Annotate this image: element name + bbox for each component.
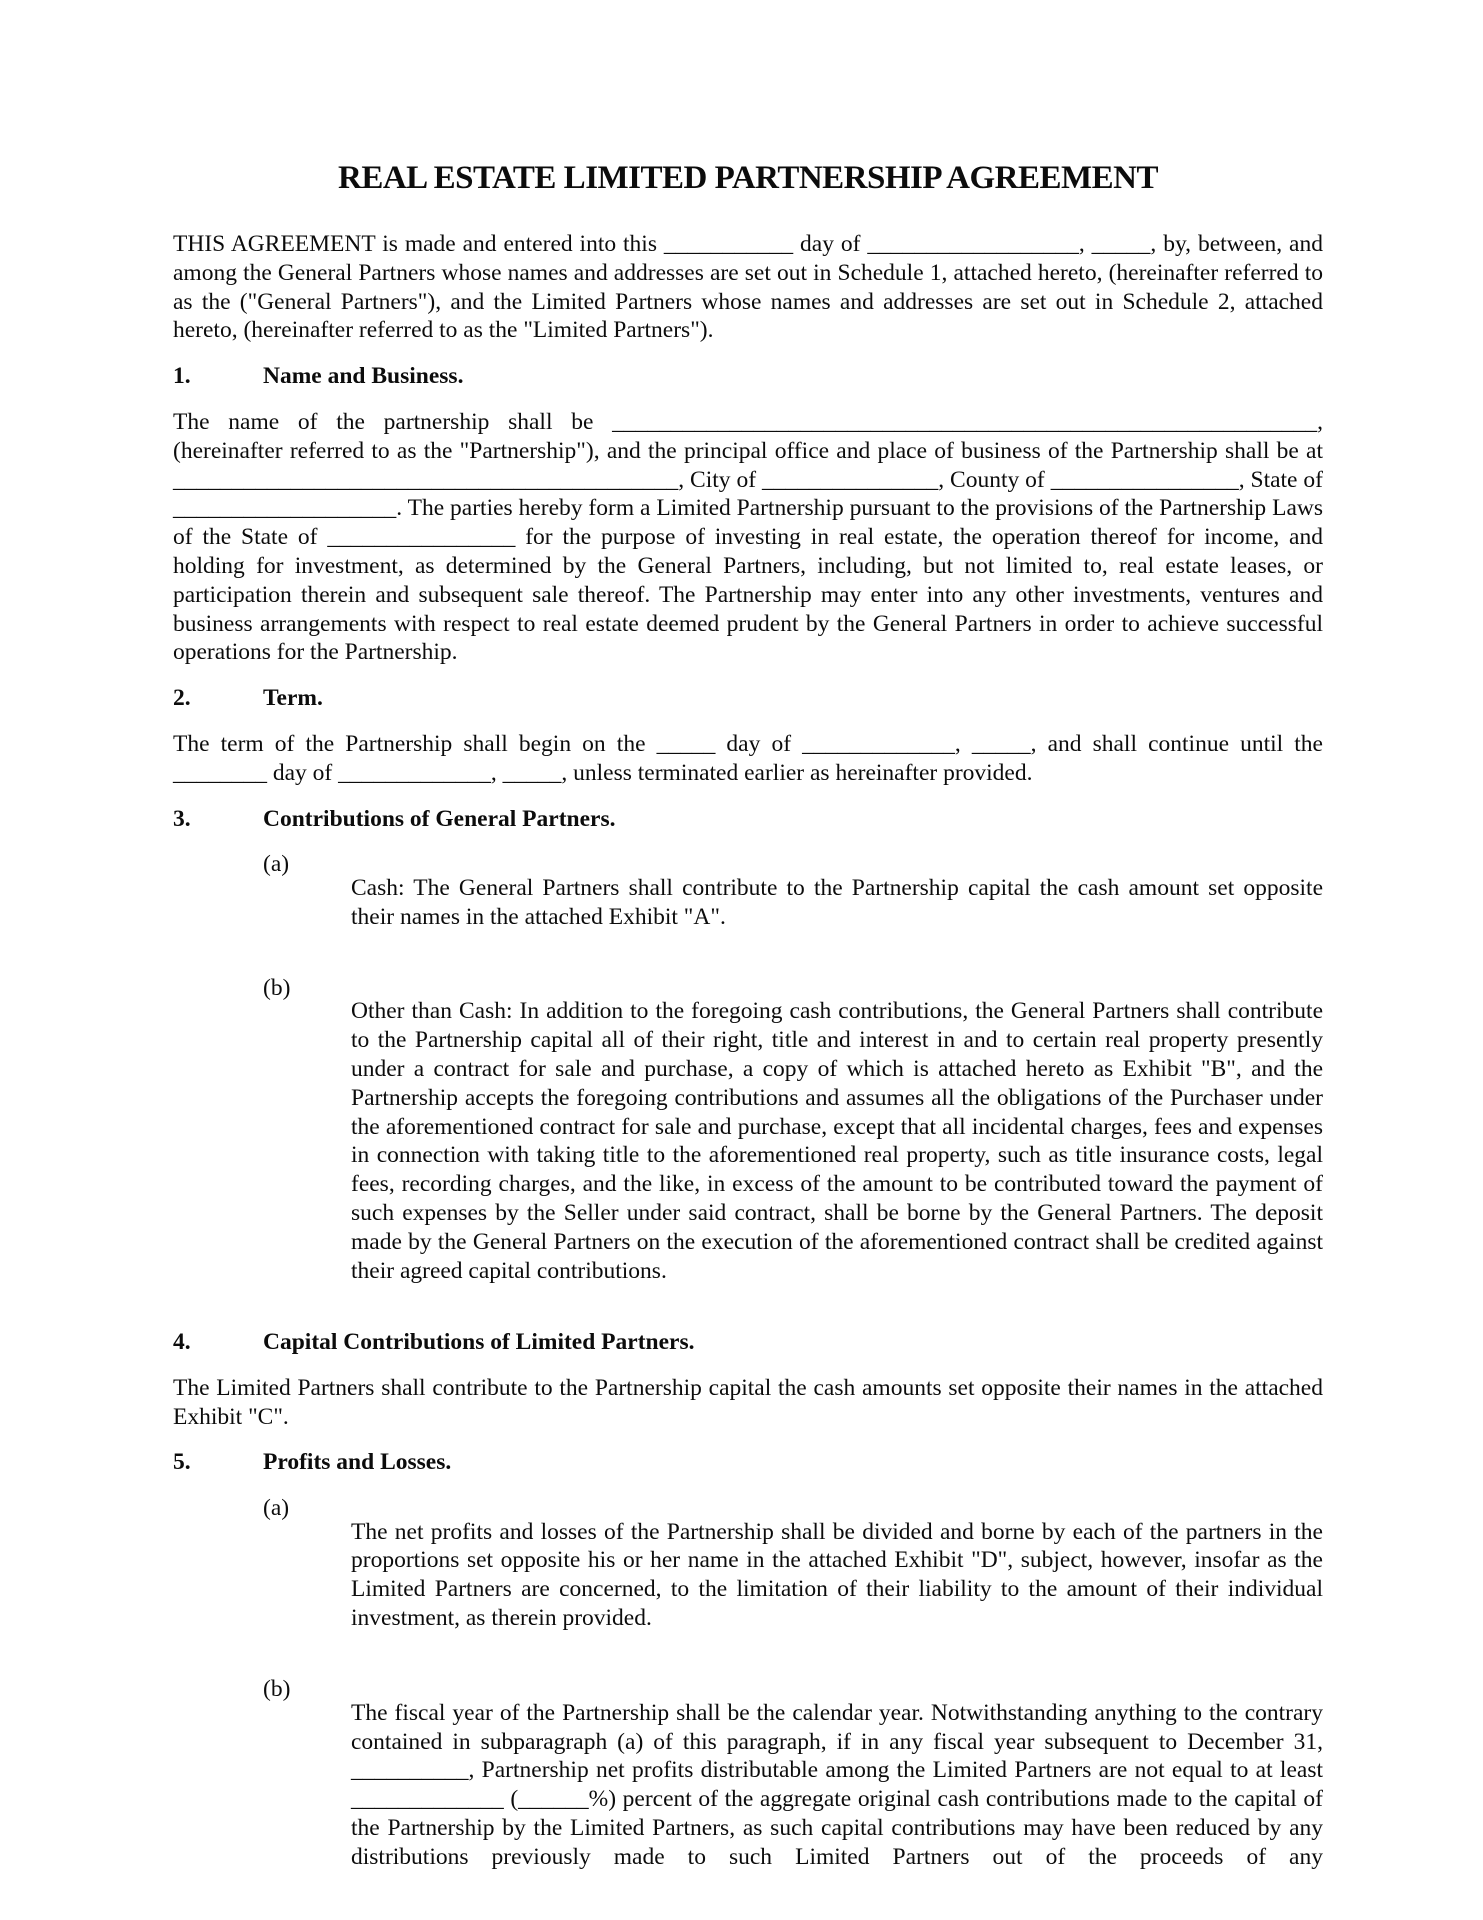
indent-spacer <box>173 1494 263 1656</box>
section-4-paragraph: The Limited Partners shall contribute to the Partnership capital the cash amounts set opposite their names in the attached Exhibit "C". <box>173 1374 1323 1430</box>
item-label: (b) <box>263 1676 291 1703</box>
section-1-paragraph: The name of the partnership shall be ____________________________________________________________, (hereinafter referred to as the "Partnership"), and the principal office and place of business of the Partnership shall be at ___________________________________________, City of _______________, County of ________________, State of ___________________. The parties hereby form a Limited Partnership pursuant to the provisions of the Partnership Laws of the State of ________________ for the purpose of investing in real estate, the operation thereof for income, and holding for investment, as determined by the General Partners, including, but not limited to, real estate leases, or participation therein and subsequent sale thereof. The Partnership may enter into any other investments, ventures and business arrangements with respect to real estate deemed prudent by the General Partners in order to achieve successful operations for the Partnership. <box>173 408 1323 666</box>
item-text: Other than Cash: In addition to the foregoing cash contributions, the General Partners shall contribute to the Partnership capital all of their right, title and interest in and to certain real property presently under a contract for sale and purchase, a copy of which is attached hereto as Exhibit "B", and the Partnership accepts the foregoing contributions and assumes all the obligations of the Purchaser under the aforementioned contract for sale and purchase, except that all incidental charges, fees and expenses in connection with taking title to the aforementioned real property, such as title insurance costs, legal fees, recording charges, and the like, in excess of the amount to be contributed toward the payment of such expenses by the Seller under said contract, shall be borne by the General Partners. The deposit made by the General Partners on the execution of the aforementioned contract shall be credited against their agreed capital contributions. <box>351 998 1323 1284</box>
section-title: Profits and Losses. <box>263 1449 452 1476</box>
section-5 <box>173 1448 1323 1895</box>
section-title: Term. <box>263 685 323 712</box>
section-2 <box>173 684 1323 787</box>
section-number: 2. <box>173 685 191 712</box>
section-title: Capital Contributions of Limited Partners. <box>263 1328 695 1355</box>
section-5-item-a <box>173 1494 1323 1656</box>
section-3 <box>173 805 1323 1309</box>
section-number: 3. <box>173 805 191 832</box>
item-label: (b) <box>263 974 291 1001</box>
intro-paragraph: THIS AGREEMENT is made and entered into this ___________ day of __________________, _____, by, between, and among the General Partners whose names and addresses are set out in Schedule 1, attached hereto, (hereinafter referred to as the ("General Partners"), and the Limited Partners whose names and addresses are set out in Schedule 2, attached hereto, (hereinafter referred to as the "Limited Partners"). <box>173 231 1323 344</box>
document-content <box>173 0 1323 1895</box>
section-2-heading <box>173 684 1323 713</box>
section-4-heading <box>173 1328 1323 1357</box>
item-text: The net profits and losses of the Partnership shall be divided and borne by each of the partners in the proportions set opposite his or her name in the attached Exhibit "D", subject, however, insofar as the Limited Partners are concerned, to the limitation of their liability to the amount of their individual investment, as therein provided. <box>351 1518 1323 1631</box>
item-label: (a) <box>263 1495 290 1522</box>
indent-spacer <box>173 1675 263 1895</box>
section-3-item-a <box>173 850 1323 955</box>
section-5-heading <box>173 1448 1323 1477</box>
section-title: Contributions of General Partners. <box>263 805 616 832</box>
page-title: REAL ESTATE LIMITED PARTNERSHIP AGREEMENT <box>337 160 1159 196</box>
item-text: Cash: The General Partners shall contribute to the Partnership capital the cash amount set opposite their names in the attached Exhibit "A". <box>351 874 1323 930</box>
section-3-heading <box>173 805 1323 834</box>
section-number: 1. <box>173 363 191 390</box>
section-number: 5. <box>173 1449 191 1476</box>
indent-spacer <box>173 850 263 955</box>
indent-spacer <box>173 974 263 1309</box>
section-3-item-b <box>173 974 1323 1309</box>
section-title: Name and Business. <box>263 363 464 390</box>
item-text: The fiscal year of the Partnership shall be the calendar year. Notwithstanding anything to the contrary contained in subparagraph (a) of this paragraph, if in any fiscal year subsequent to December 31, __________, Partnership net profits distributable among the Limited Partners are not equal to at least _____________ (______%) percent of the aggregate original cash contributions made to the capital of the Partnership by the Limited Partners, as such capital contributions may have been reduced by any distributions previously made to such Limited Partners out of the proceeds of any <box>351 1699 1323 1870</box>
section-number: 4. <box>173 1328 191 1355</box>
section-4 <box>173 1328 1323 1431</box>
section-1 <box>173 362 1323 667</box>
section-5-item-b <box>173 1675 1323 1895</box>
section-1-heading <box>173 362 1323 391</box>
section-2-paragraph: The term of the Partnership shall begin on the _____ day of _____________, _____, and shall continue until the ________ day of _____________, _____, unless terminated earlier as hereinafter provided. <box>173 730 1323 786</box>
item-label: (a) <box>263 851 290 878</box>
